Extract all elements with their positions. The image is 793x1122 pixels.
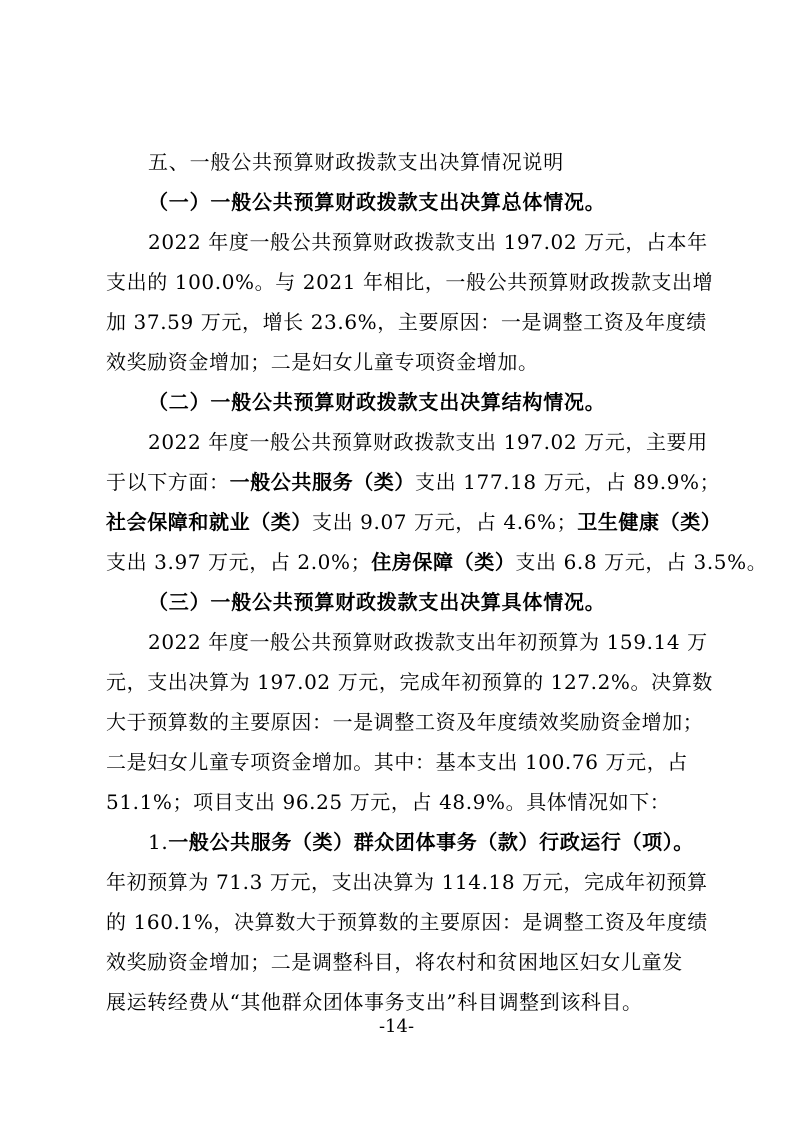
- part1-line-3: 加 37.59 万元，增长 23.6%，主要原因：一是调整工资及年度绩: [106, 310, 707, 334]
- part3-line-3: 大于预算数的主要原因：一是调整工资及年度绩效奖励资金增加；: [106, 710, 704, 734]
- part2-heading: （二）一般公共预算财政拨款支出决算结构情况。: [148, 390, 606, 414]
- category-social-security: 社会保障和就业（类）: [106, 510, 312, 534]
- part3-line-5: 51.1%；项目支出 96.25 万元，占 48.9%。具体情况如下：: [106, 790, 671, 814]
- part3-line-4: 二是妇女儿童专项资金增加。其中：基本支出 100.76 万元，占: [106, 750, 688, 774]
- part2-line-1: 2022 年度一般公共预算财政拨款支出 197.02 万元，主要用: [148, 430, 708, 454]
- item1-line-4: 展运转经费从“其他群众团体事务支出”科目调整到该科目。: [106, 990, 643, 1014]
- item1-heading: [106, 822, 696, 862]
- item1-title: 一般公共服务（类）群众团体事务（款）行政运行（项）。: [168, 830, 694, 854]
- category-health: 卫生健康（类）: [577, 510, 722, 534]
- part2-line-2: [106, 462, 721, 502]
- part3-line-2: 元，支出决算为 197.02 万元，完成年初预算的 127.2%。决算数: [106, 670, 713, 694]
- part2-line-4-text-c: 支出 6.8 万元，占 3.5%。: [515, 550, 768, 574]
- category-housing: 住房保障（类）: [371, 550, 516, 574]
- part2-line-3: [106, 502, 722, 542]
- part2-line-2-text-c: 支出 177.18 万元，占 89.9%；: [415, 470, 721, 494]
- part2-line-4-text-a: 支出 3.97 万元，占 2.0%；: [106, 550, 372, 574]
- part1-line-1: 2022 年度一般公共预算财政拨款支出 197.02 万元，占本年: [148, 230, 708, 254]
- part3-heading: （三）一般公共预算财政拨款支出决算具体情况。: [148, 590, 606, 614]
- category-general-public-services: 一般公共服务（类）: [229, 470, 416, 494]
- part1-line-2: 支出的 100.0%。与 2021 年相比，一般公共预算财政拨款支出增: [106, 270, 714, 294]
- item1-number: 1.: [148, 830, 169, 854]
- part2-line-3-text-b: 支出 9.07 万元，占 4.6%；: [312, 510, 578, 534]
- document-body: [106, 142, 768, 1022]
- part1-line-4: 效奖励资金增加；二是妇女儿童专项资金增加。: [106, 350, 539, 374]
- part3-line-1: 2022 年度一般公共预算财政拨款支出年初预算为 159.14 万: [148, 630, 708, 654]
- part2-line-2-text-a: 于以下方面：: [106, 470, 230, 494]
- page-number: -14-: [378, 1016, 415, 1037]
- part1-heading: （一）一般公共预算财政拨款支出决算总体情况。: [148, 190, 606, 214]
- item1-line-3: 效奖励资金增加；二是调整科目，将农村和贫困地区妇女儿童发: [106, 950, 683, 974]
- part2-line-4: [106, 542, 768, 582]
- item1-line-2: 的 160.1%，决算数大于预算数的主要原因：是调整工资及年度绩: [106, 910, 708, 934]
- item1-line-1: 年初预算为 71.3 万元，支出决算为 114.18 万元，完成年初预算: [106, 870, 708, 894]
- section-heading: 五、一般公共预算财政拨款支出决算情况说明: [148, 150, 564, 174]
